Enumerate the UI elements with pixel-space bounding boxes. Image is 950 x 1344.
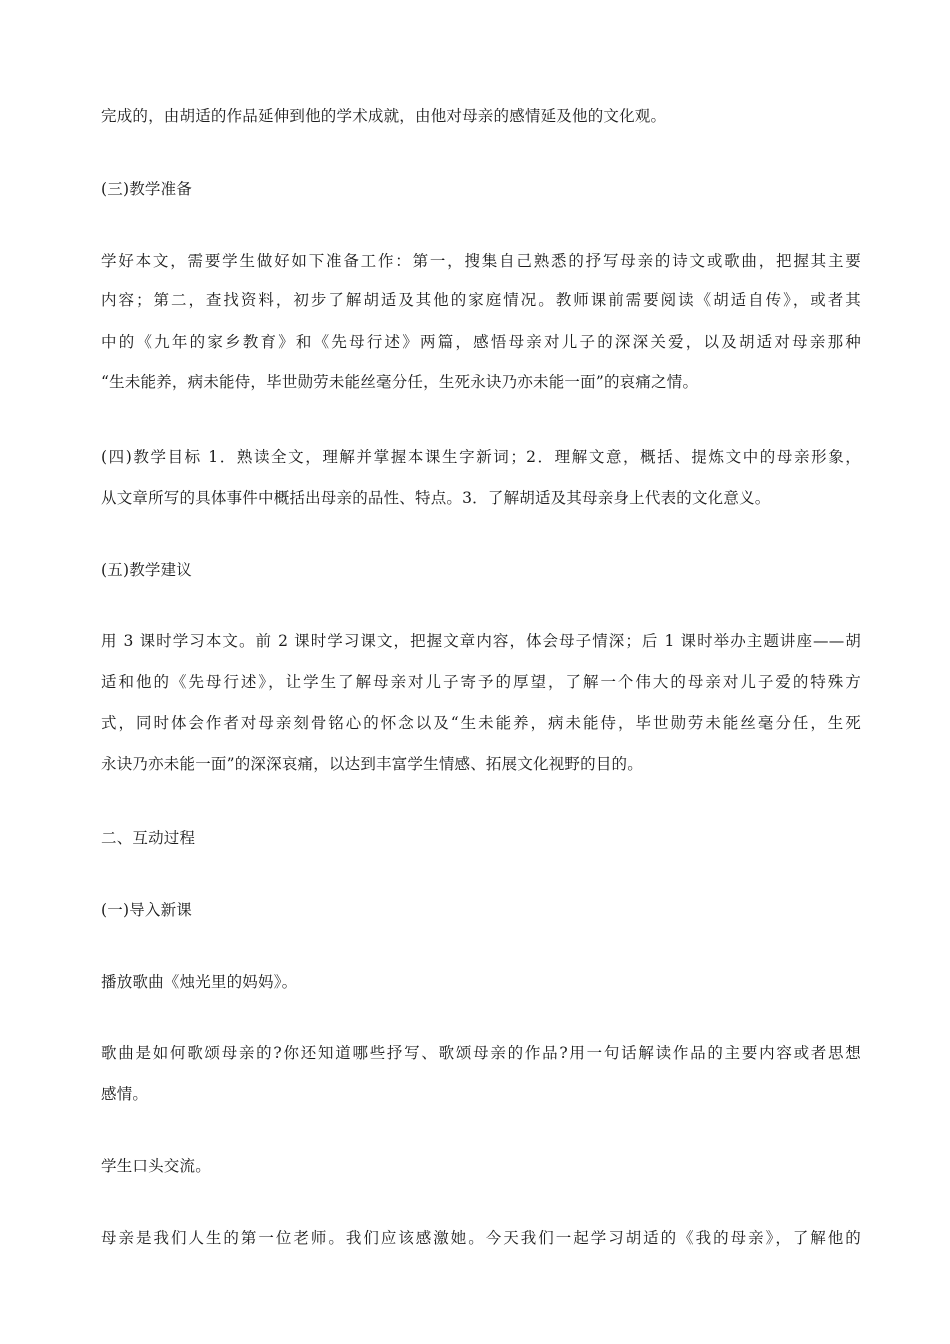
paragraph-line: 歌曲是如何歌颂母亲的?你还知道哪些抒写、歌颂母亲的作品?用一句话解读作品的主要内容或者思想: [101, 1044, 861, 1062]
paragraph-line: 适和他的《先母行述》，让学生了解母亲对儿子寄予的厚望，了解一个伟大的母亲对儿子爱的特殊方: [101, 673, 861, 691]
paragraph-line: 永诀乃亦未能一面”的深深哀痛，以达到丰富学生情感、拓展文化视野的目的。: [101, 755, 643, 773]
section-heading: (三)教学准备: [101, 180, 192, 198]
paragraph-line: “生未能养，病未能侍，毕世勋劳未能丝毫分任，生死永诀乃亦未能一面”的哀痛之情。: [101, 373, 699, 391]
paragraph-line: 内容；第二，查找资料，初步了解胡适及其他的家庭情况。教师课前需要阅读《胡适自传》，或者其: [101, 291, 861, 309]
paragraph-line: 播放歌曲《烛光里的妈妈》。: [101, 973, 298, 991]
paragraph-line: 感情。: [101, 1085, 149, 1103]
paragraph-line: 学生口头交流。: [101, 1157, 211, 1175]
paragraph-line: 中的《九年的家乡教育》和《先母行述》两篇，感悟母亲对儿子的深深关爱，以及胡适对母亲那种: [101, 333, 861, 351]
paragraph-line: 式，同时体会作者对母亲刻骨铭心的怀念以及“生未能养，病未能侍，毕世勋劳未能丝毫分任，生死: [101, 714, 861, 732]
paragraph-line: (四)教学目标 1．熟读全文，理解并掌握本课生字新词；2．理解文意，概括、提炼文中的母亲形象，: [101, 448, 861, 466]
paragraph-line: 从文章所写的具体事件中概括出母亲的品性、特点。3．了解胡适及其母亲身上代表的文化意义。: [101, 489, 771, 507]
section-heading: (五)教学建议: [101, 561, 192, 579]
paragraph-line: 母亲是我们人生的第一位老师。我们应该感激她。今天我们一起学习胡适的《我的母亲》，了解他的: [101, 1229, 861, 1247]
paragraph-line: 学好本文，需要学生做好如下准备工作：第一，搜集自己熟悉的抒写母亲的诗文或歌曲，把握其主要: [101, 252, 861, 270]
paragraph-line: 用 3 课时学习本文。前 2 课时学习课文，把握文章内容，体会母子情深；后 1 课时举办主题讲座——胡: [101, 632, 861, 650]
section-heading: (一)导入新课: [101, 901, 192, 919]
section-heading: 二、互动过程: [101, 829, 196, 847]
paragraph-line: 完成的，由胡适的作品延伸到他的学术成就，由他对母亲的感情延及他的文化观。: [101, 107, 667, 125]
